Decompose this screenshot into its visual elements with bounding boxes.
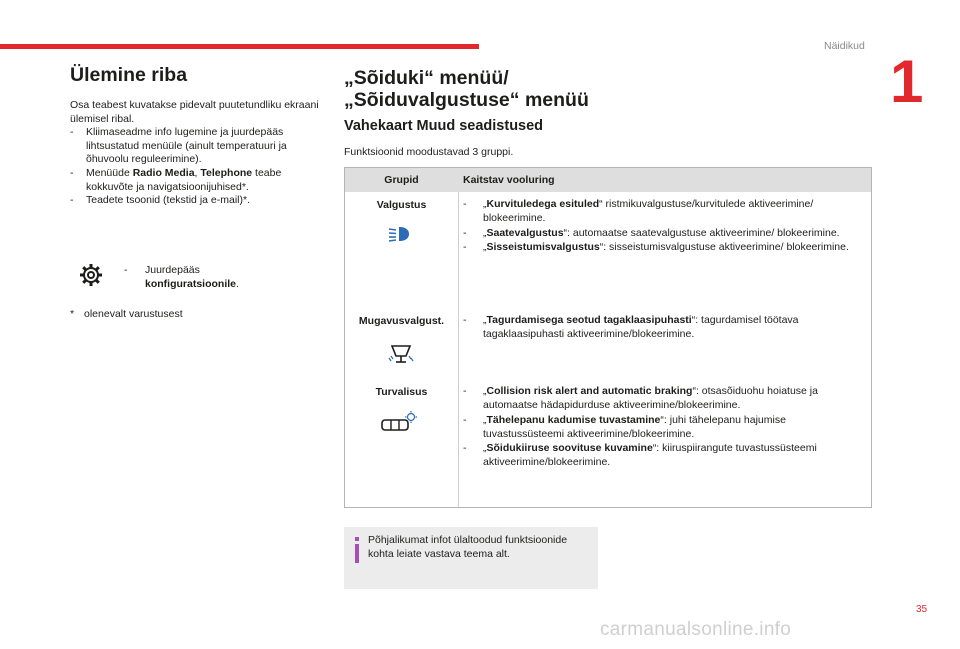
functions-table	[344, 167, 872, 508]
list-item: - Menüüde Radio Media, Telephone teabe kokkuvõte ja navigatsioonijuhised*.	[70, 166, 282, 193]
left-title: Ülemine riba	[70, 64, 188, 86]
settings-item: - Juurdepääs konfiguratsioonile.	[124, 264, 239, 290]
right-title: „Sõiduki“ menüü/ „Sõiduvalgustuse“ menüü	[344, 67, 589, 111]
list-item: - Kliimaseadme info lugemine ja juurdepääs lihtsustatud menüüle (ainult temperatuuri ja õhuvoolu reguleerimine).	[70, 126, 287, 166]
footnote: * olenevalt varustusest	[70, 308, 183, 320]
info-text: Põhjalikumat infot ülaltoodud funktsioonide kohta leiate vastava teema alt.	[368, 534, 568, 560]
list-item: - Teadete tsoonid (tekstid ja e-mail)*.	[70, 194, 250, 207]
feature-item: - „Kurvituledega esituled“ ristmikuvalgustuse/kurvitulede aktiveerimine/ blokeerimine.	[463, 198, 814, 225]
left-body	[70, 99, 320, 208]
feature-item: - „Collision risk alert and automatic braking“: otsasõiduohu hoiatuse ja automaatse hädapidurduse aktiveerimine/blokeerimine.	[463, 385, 818, 412]
feature-item: - „Tagurdamisega seotud tagaklaasipuhasti“: tagurdamisel töötava tagaklaasipuhasti aktiveerimine/blokeerimine.	[463, 314, 799, 341]
column-header-groups: Grupid	[384, 174, 419, 186]
gear-icon	[79, 263, 103, 287]
feature-list	[463, 313, 865, 342]
feature-item: - „Sisseistumisvalgustus“: sisseistumisvalgustuse aktiveerimine/ blokeerimine.	[463, 240, 849, 253]
subtitle: Vahekaart Muud seadistused	[344, 118, 544, 134]
intro-text: Funktsioonid moodustavad 3 gruppi.	[344, 146, 514, 158]
rear-wiper-icon	[386, 340, 416, 366]
info-box	[344, 527, 598, 589]
page-number: 35	[916, 604, 928, 615]
table-header	[345, 168, 871, 192]
left-intro: Osa teabest kuvatakse pidevalt puutetundliku ekraani ülemisel ribal.	[70, 99, 319, 125]
watermark: carmanualsonline.info	[600, 619, 792, 640]
group-label: Mugavusvalgust.	[358, 315, 445, 327]
feature-item: - „Saatevalgustus“: automaatse saatevalgustuse aktiveerimine/ blokeerimine.	[463, 226, 840, 239]
column-header-functions: Kaitstav vooluring	[463, 174, 555, 186]
column-divider	[458, 192, 459, 507]
chapter-number: 1	[890, 48, 924, 115]
feature-item: - „Tähelepanu kadumise tuvastamine“: juhi tähelepanu hajumise tuvastussüsteemi aktiveerimine/blokeerimine.	[463, 413, 786, 440]
section-title: Näidikud	[824, 40, 865, 52]
feature-item: - „Sõidukiiruse soovituse kuvamine“: kiiruspiirangute tuvastussüsteemi aktiveerimine/blokeerimine.	[463, 442, 817, 469]
feature-list	[463, 384, 865, 470]
driver-assist-icon	[379, 410, 419, 434]
group-label: Turvalisus	[375, 386, 428, 398]
group-label: Valgustus	[376, 199, 427, 211]
headlamp-icon	[386, 224, 412, 244]
feature-list	[463, 197, 865, 254]
header-accent-bar	[0, 44, 479, 49]
info-icon	[352, 537, 362, 563]
